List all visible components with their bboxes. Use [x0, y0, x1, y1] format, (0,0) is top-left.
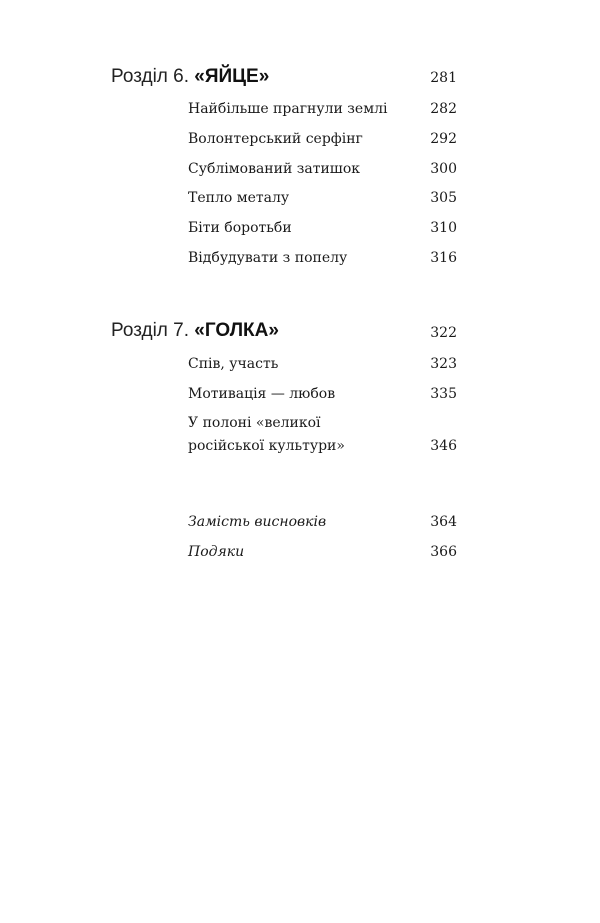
toc-entry-title: Відбудувати з попелу: [188, 250, 348, 266]
toc-entry-page: 316: [430, 250, 457, 266]
toc-entry-title-line1: У полоні «великої: [188, 415, 321, 431]
toc-entry-title: Мотивація — любов: [188, 386, 336, 402]
toc-entry-title: Тепло металу: [188, 190, 290, 206]
back-matter-title: Замість висновків: [188, 514, 327, 530]
toc-entry-page: 292: [430, 131, 457, 147]
chapter-7-page: 322: [430, 325, 457, 341]
toc-entry-page: 323: [430, 356, 457, 372]
chapter-6-prefix: Розділ 6.: [111, 66, 190, 87]
chapter-6-heading: [111, 66, 269, 88]
toc-entry-page: 310: [430, 220, 457, 236]
chapter-7-heading: [111, 320, 279, 342]
toc-entry-page: 282: [430, 101, 457, 117]
back-matter-title: Подяки: [188, 544, 245, 560]
toc-entry-title: Найбільше прагнули землі: [188, 101, 388, 117]
chapter-7-title: «ГОЛКА»: [194, 320, 279, 341]
toc-entry-title: Сублімований затишок: [188, 161, 360, 177]
toc-entry-title: Біти боротьби: [188, 220, 292, 236]
toc-entry-title: Спів, участь: [188, 356, 279, 372]
chapter-7-prefix: Розділ 7.: [111, 320, 190, 341]
back-matter-page: 364: [430, 514, 457, 530]
toc-entry-page: 335: [430, 386, 457, 402]
chapter-6-title: «ЯЙЦЕ»: [194, 66, 270, 87]
back-matter-page: 366: [430, 544, 457, 560]
toc-entry-page: 305: [430, 190, 457, 206]
toc-entry-page: 346: [430, 438, 457, 454]
toc-entry-page: 300: [430, 161, 457, 177]
toc-entry-title: Волонтерський серфінг: [188, 131, 363, 147]
toc-entry-title-line2: російської культури»: [188, 438, 345, 454]
chapter-6-page: 281: [430, 70, 457, 86]
